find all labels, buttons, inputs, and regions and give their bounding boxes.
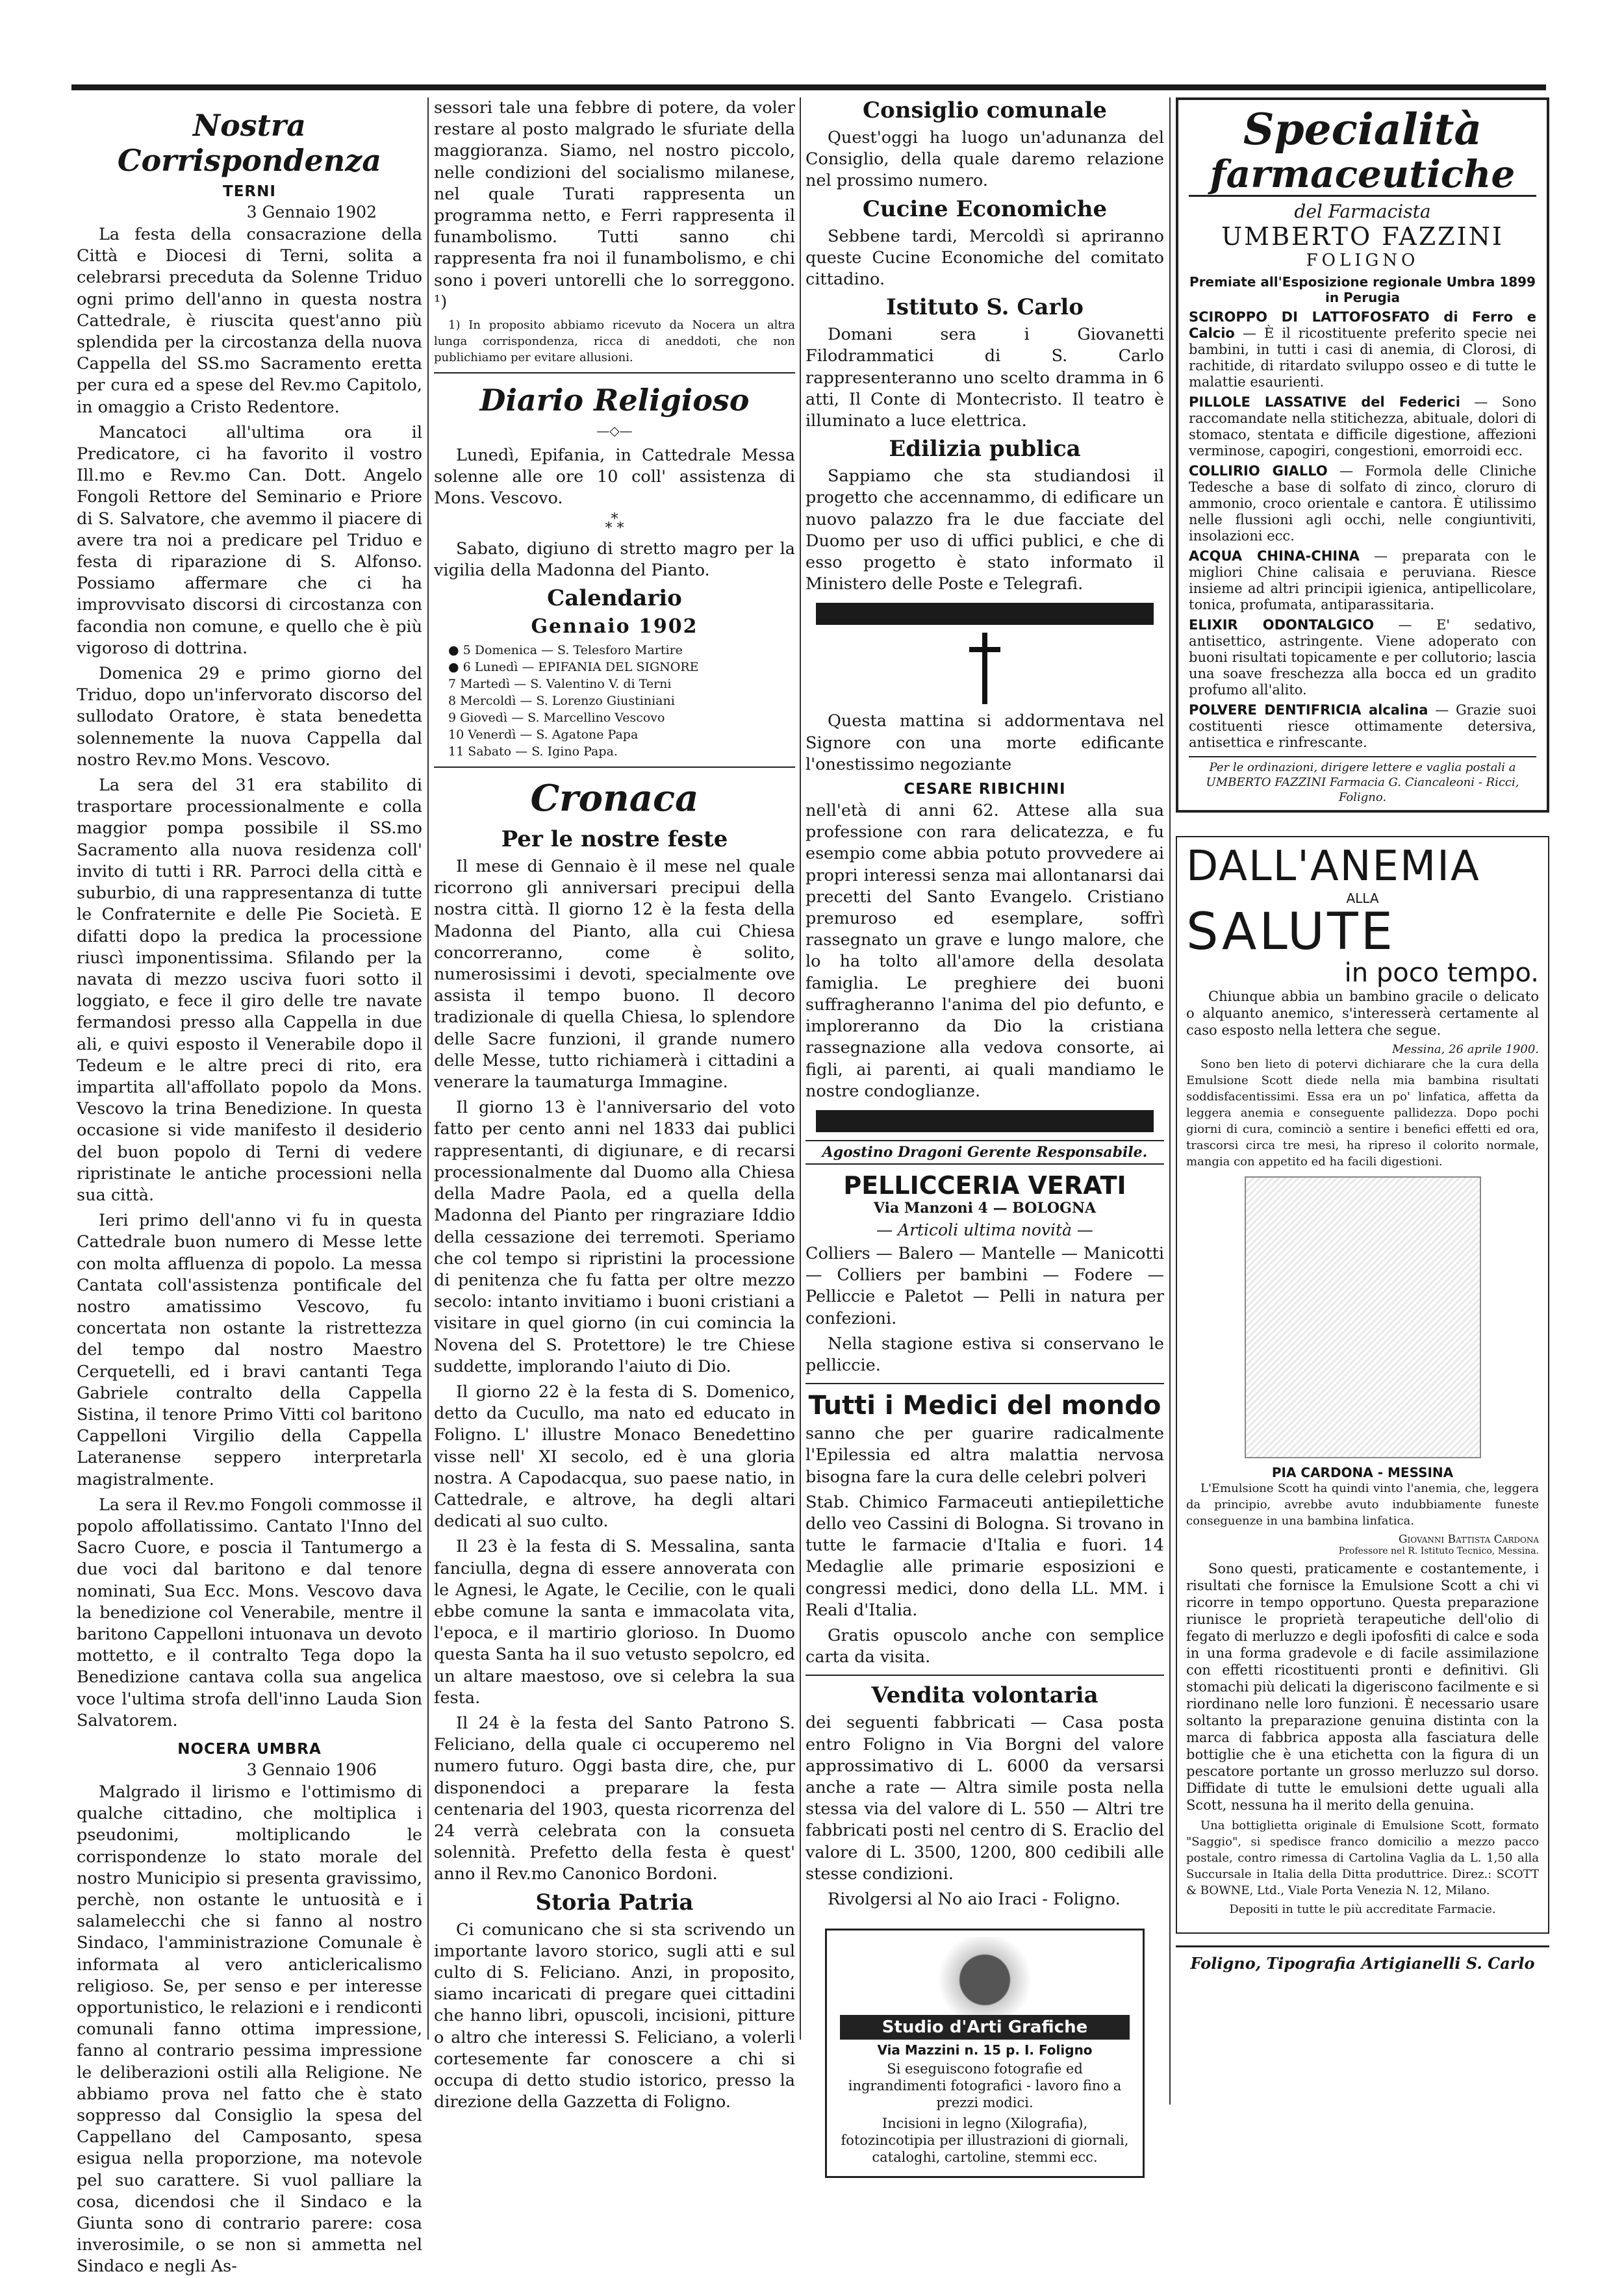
letter-date: Messina, 26 aprile 1900. — [1392, 1043, 1539, 1056]
top-rule — [71, 84, 1546, 90]
gerente-line: Agostino Dragoni Gerente Responsabile. — [806, 1140, 1164, 1165]
item-text: — E' sedativo, antisettico, astringente. Viene adoperato con buoni risultati topicamente e per collutorio; lascia una soave freschezza alla bocca ed un gradito profumo all'alito. — [1189, 617, 1536, 698]
paragraph: Ci comunicano che si sta scrivendo un importante lavoro storico, sugli atti e sul culto di S. Feliciano. Anzi, in proposito, siamo incaricati di pregare quei cittadini che hanno libri, opuscoli, incisioni, pitture o altro che interessi S. Feliciano, a volerli cortesemente far conoscere a chi si occupa di detto studio istorico, presso la direzione della Gazzetta di Foligno. — [434, 1919, 795, 2112]
pharma-footer: Per le ordinazioni, dirigere lettere e vaglia postali a UMBERTO FAZZINI Farmacia G. Ciancaleoni - Ricci, Foligno. — [1189, 756, 1536, 805]
consiglio-title: Consiglio comunale — [862, 97, 1107, 123]
calendar-row: 8 Mercoldì — S. Lorenzo Giustiniani — [448, 694, 675, 709]
paragraph: Domani sera i Giovanetti Filodrammatici di S. Carlo rappresenteranno uno scelto dramma in 6 atti, Il Conte di Montecristo. Il teatro è illuminato a luce elettrica. — [806, 325, 1164, 431]
paragraph: Sebbene tardi, Mercoldì si apriranno queste Cucine Economiche del comitato cittadino. — [806, 226, 1164, 290]
paragraph: Malgrado il lirismo e l'ottimismo di qualche cittadino, che moltiplica i pseudonimi, moltiplicando le corrispondenze lo stato morale del nostro Municipio si presenta gravissimo, perchè, non ostante le untuosità e i salamelecchi che si fanno al nostro Sindaco, l'amministrazione Comunale è informata al vero anticlericalismo religioso. Se, per senso e per interesse opportunistico, le relazioni e i rendiconti comunali fanno ottima impressione, fanno al contrario pessima impressione le deliberazioni ostili alla Religione. Ne abbiamo prova nel fatto che è stato soppresso dal Consiglio la spesa del Cappellano del Camposanto, spesa esigua nella proporzione, ma notevole pel suo carattere. Si vuol palliare la cosa, dicendosi che il Sindaco e la Giunta sono di contrario parere: cosa inverosimile, o se non si ammetta nel Sindaco e negli As- — [77, 1782, 422, 2277]
printer-line: Foligno, Tipografia Artigianelli S. Carlo — [1176, 1945, 1549, 1973]
medici-title: Tutti i Medici del mondo — [808, 1391, 1161, 1421]
pharma-ad — [1176, 97, 1549, 813]
paragraph: Il mese di Gennaio è il mese nel quale ricorrono gli anniversari precipui della nostra città. Il giorno 12 è la festa della Madonna del Pianto, alla cui Chiesa concorreranno, come è solito, numerosissimi i devoti, specialmente ove assista il tempo buono. Il decoro tradizionale di quella Chiesa, lo splendore delle Sacre funzioni, il grande numero delle Messe, tutto richiamerà i cittadini a venerare la taumaturga Immagine. — [434, 857, 795, 1093]
pharma-item — [1189, 309, 1536, 390]
paragraph: La sera del 31 era stabilito di trasportare processionalmente e colla maggior pompa possibile il SS.mo Sacramento alla nuova residenza coll' invito di tutti i RR. Parroci della città e suburbio, di una rappresentanza di tutte le Confraternite e delle Pie Società. E difatti dopo la predica la processione riuscì imponentissima. Sfilando per la navata di mezzo usciva fuori sotto il loggiato, e fece il giro delle tre navate fermandosi presso alla Cappella in due ali, e quivi esposto il Venerabile dopo il Tedeum e le altre preci di rito, era impartita all'affollato popolo da Mons. Vescovo la trina Benedizione. In questa occasione si vide manifesto il desiderio del buon popolo di Terni di vedere ripristinate le antiche processioni nella sua città. — [77, 776, 422, 1205]
signature: Giovanni Battista Cardona — [1398, 1533, 1539, 1546]
portrait-caption: PIA CARDONA - MESSINA — [1271, 1465, 1454, 1480]
column-4 — [1176, 97, 1549, 2105]
paragraph: Il 24 è la festa del Santo Patrono S. Feliciano, della quale ci occuperemo nel numero futuro. Oggi basta dire, che, pur disponendoci a preparare la festa centenaria del 1903, questa ricorrenza del 24 verrà celebrata con la consueta solennità. Prefetto della festa è quest' anno il Rev.mo Canonico Bordoni. — [434, 1713, 795, 1884]
column-2 — [434, 97, 795, 2112]
studio-address: Via Mazzini n. 15 p. I. Foligno — [877, 2042, 1093, 2058]
column-3 — [806, 97, 1164, 2166]
column-rule — [800, 97, 801, 2040]
item-name: PILLOLE LASSATIVE del Federici — [1189, 394, 1460, 410]
calendar-row: ● 6 Lunedì — EPIFANIA DEL SIGNORE — [448, 660, 699, 675]
paragraph: Il giorno 13 è l'anniversario del voto fatto per cento anni nel 1833 dai publici rappresentanti, di digiunare, e di recarsi processionalmente dal Duomo alla Chiesa della Madre Paola, ed a quella della Madonna del Pianto per ringraziare Iddio della cessazione dei terremoti. Speriamo che col tempo si ripristini la processione di penitenza che fu fatta per oltre mezzo secolo: intanto invitiamo i buoni cristiani a visitare in quel giorno (in cui comincia la Novena del S. Protettore) le tre Chiese suddette, implorando l'aiuto di Dio. — [434, 1098, 795, 1376]
pharma-item — [1189, 463, 1536, 544]
paragraph: Il 23 è la festa di S. Messalina, santa fanciulla, degna di essere annoverata con le Agnesi, le Agate, le Cecilie, con le quali ebbe comune la santa e immacolata vita, l'epoca, e il martirio glorioso. In Duomo questa Santa ha il suo vetusto sepolcro, ed un altare maestoso, ove si celebra la sua festa. — [434, 1537, 795, 1708]
verati-title: PELLICCERIA VERATI — [843, 1171, 1126, 1200]
item-text: — Formola delle Cliniche Tedesche a base di solfato di zinco, cloruro di ammonio, croco orientale e cantora. È utilissimo nelle flussioni agli occhi, nelle congiuntiviti, insolazioni ecc. — [1189, 463, 1536, 544]
pharma-item — [1189, 394, 1536, 459]
item-text: — Sono raccomandate nella stitichezza, abituale, dolori di stomaco, stentata e difficile digestione, affezioni verminose, capogiri, congestioni, emorroidi ecc. — [1189, 394, 1536, 459]
divider — [806, 1383, 1164, 1384]
paragraph: nell'età di anni 62. Attese alla sua professione con rara delicatezza, e fu esempio come abbia potuto provvedere ai propri interessi senza mai allontanarsi dai precetti del Santo Evangelo. Cristiano premuroso ed esemplare, soffrì rassegnato un grave e lungo malore, che lo ha tolto all'amore della desolata famiglia. Le preghiere dei buoni suffragheranno l'anima del pio defunto, e imploreranno da Dio la cristiana rassegnazione alla vedova consorte, ai figli, ai parenti, ai quali mandiamo le nostre condoglianze. — [806, 801, 1164, 1101]
child-portrait-image — [1245, 1176, 1481, 1458]
paragraph: Sono questi, praticamente e costantemente, i risultati che fornisce la Emulsione Scott a chi vi ricorre in tempo opportuno. Questa preparazione riunisce le proprietà terapeutiche dell'olio di fegato di merluzzo e degli ipofosfiti di calce e soda in una forma gradevole e di facile assimilazione con effetti ricostituenti pronti e definitivi. Gli stomachi più delicati la digeriscono facilmente e si riordinano nelle loro funzioni. È necessario usare soltanto la preparazione genuina distinta con la marca di fabbrica apposta alla fasciatura delle bottiglie che è una etichetta con la figura di un pescatore portante un grosso merluzzo sul dorso. Diffidate di tutte le emulsioni dette uguali alla Scott, nessuna ha il merito della genuina. — [1186, 1561, 1539, 1813]
terni-heading: TERNI — [223, 183, 276, 200]
pharma-title-1: Specialità — [1243, 104, 1482, 155]
column-rule — [1169, 97, 1171, 2105]
paragraph: Ieri primo dell'anno vi fu in questa Cattedrale buon numero di Messe lette con molta affluenza di popolo. La messa Cantata coll'assistenza pontificale del nostro amatissimo Vescovo, fu concertata non ostante la ristrettezza del tempo dal nostro Maestro Cerquetelli, ed i bravi cantanti Tega Gabriele contralto della Cappella Sistina, il tenore Primo Vitti col baritono Cappelloni Virgilio della Cappella Lateranense seppero interpretarla magistralmente. — [77, 1211, 422, 1489]
cross-icon — [806, 633, 1164, 711]
paragraph: La festa della consacrazione della Città e Diocesi di Terni, solita a celebrarsi preceduta da Solenne Triduo ogni primo dell'anno in questa nostra Cattedrale, è riuscita quest'anno più splendida per la circostanza della nuova Cappella del SS.mo Sacramento eretta per cura ed a spese del Rev.mo Capitolo, in omaggio a Cristo Redentore. — [77, 225, 422, 417]
paragraph: Si eseguiscono fotografie ed ingrandimenti fotografici - lavoro fino a prezzi modici. — [848, 2061, 1122, 2111]
paragraph: La sera il Rev.mo Fongoli commosse il popolo affollatissimo. Cantato l'Inno del Sacro Cuore, e poscia il Tantumergo a due voci dal baritono e dal tenore nominati, Sua Ecc. Mons. Vescovo dava la benedizione col Venerabile, mentre il baritono Cappelloni intuonava un devoto mottetto, e il contralto Tega dopo la Benedizione cantava colla sua angelica voce l'ultima strofa dell'inno Lauda Sion Salvatorem. — [77, 1495, 422, 1730]
paragraph: Mancatoci all'ultima ora il Predicatore, ci ha favorito il vostro Ill.mo e Rev.mo Can. Dott. Angelo Fongoli Rettore del Seminario e Priore di S. Salvatore, che avemmo il piacere di avere tra noi a predicare pel Triduo e festa di riparazione di S. Alfonso. Possiamo affermare che ci ha improvvisato discorsi di circostanza con facondia non comune, e quello che è più vigoroso di dottrina. — [77, 422, 422, 658]
mourning-bar — [816, 603, 1154, 625]
divider — [806, 1675, 1164, 1676]
pharma-name: UMBERTO FAZZINI — [1221, 222, 1504, 251]
asterism: * * * — [605, 511, 624, 537]
paragraph: Questa mattina si addormentava nel Signore con una morte edificante l'onestissimo negoziante — [806, 711, 1164, 774]
cucine-title: Cucine Economiche — [862, 196, 1108, 222]
anemia-ad — [1176, 836, 1549, 1934]
pharma-title-2: farmaceutiche — [1189, 153, 1536, 197]
paragraph: Sappiamo che sta studiandosi il progetto che accennammo, di edificare un nuovo palazzo fra le due facciate del Duomo per uso di uffici publici, e che di esso progetto è stato informato il Ministero delle Poste e Telegrafi. — [806, 466, 1164, 594]
item-name: SCIROPPO DI LATTOFOSFATO di Ferro e Calcio — [1189, 309, 1536, 341]
divider — [434, 766, 795, 768]
item-text: — È il ricostituente preferito specie nei bambini, in tutti i casi di anemia, di Clorosi, di rachitide, di ritardato sviluppo osseo e di tutte le malattie esaurienti. — [1189, 325, 1536, 390]
item-name: ACQUA CHINA-CHINA — [1189, 548, 1360, 564]
paragraph: Chiunque abbia un bambino gracile o delicato o alquanto anemico, s'interesserà certamente al caso esposto nella lettera che segue. — [1186, 989, 1539, 1038]
nocera-date: 3 Gennaio 1906 — [246, 1760, 377, 1780]
paragraph: Una bottiglietta originale di Emulsione Scott, formato "Saggio", si spedisce franco domicilio a mezzo pacco postale, contro rimessa di Cartolina Vaglia da L. 1,50 alla Succursale in Italia della Ditta produttrice. Direz.: SCOTT & BOWNE, Ltd., Viale Porta Venezia N. 12, Milano. — [1186, 1819, 1539, 1897]
paragraph: Lunedì, Epifania, in Cattedrale Messa solenne alle ore 10 coll' assistenza di Mons. Vescovo. — [434, 446, 795, 509]
calendar-row: 10 Venerdì — S. Agatone Papa — [448, 728, 639, 742]
item-name: COLLIRIO GIALLO — [1189, 463, 1328, 479]
pharma-prize: Premiate all'Esposizione regionale Umbra 1899 in Perugia — [1189, 274, 1536, 305]
anemia-headline-2: SALUTE — [1186, 903, 1395, 961]
pharma-item — [1189, 617, 1536, 698]
column-1 — [77, 97, 422, 2277]
deceased-name: CESARE RIBICHINI — [904, 781, 1066, 798]
studio-title: Studio d'Arti Grafiche — [840, 2015, 1130, 2040]
pharma-subtitle: del Farmacista — [1294, 201, 1431, 222]
diario-title: Diario Religioso — [479, 383, 750, 418]
feste-title: Per le nostre feste — [501, 826, 728, 853]
anemia-headline-3: in poco tempo. — [1344, 958, 1539, 988]
edilizia-title: Edilizia publica — [889, 436, 1081, 462]
paragraph: Gratis opuscolo anche con semplice carta da visita. — [806, 1625, 1164, 1667]
studio-ad — [825, 1929, 1145, 2178]
cronaca-title: Cronaca — [530, 777, 699, 820]
item-text: — preparata con le migliori Chine calisaia e peruviana. Riesce insieme ad altri principii igienica, antipellicolare, tonica, profumata, antiparassitaria. — [1189, 548, 1536, 613]
pharma-city: FOLIGNO — [1306, 251, 1419, 270]
paragraph: Colliers — Balero — Mantelle — Manicotti — Colliers per bambini — Fodere — Pelliccie e Paletot — Pelli in natura per confezioni. — [806, 1243, 1164, 1328]
verati-address: Via Manzoni 4 — BOLOGNA — [873, 1199, 1097, 1217]
anemia-headline-1: DALL'ANEMIA — [1186, 842, 1480, 891]
calendar-row: 7 Martedì — S. Valentino V. di Terni — [448, 677, 672, 692]
divider — [434, 372, 795, 373]
ornament-icon: —◇— — [596, 423, 633, 439]
paragraph: Quest'oggi ha luogo un'adunanza del Consiglio, della quale daremo relazione nel prossimo numero. — [806, 128, 1164, 191]
calendar-row: ● 5 Domenica — S. Telesforo Martire — [448, 643, 683, 658]
vendita-title: Vendita volontaria — [871, 1682, 1098, 1709]
paragraph: L'Emulsione Scott ha quindi vinto l'anemia, che, leggera da principio, avrebbe avuto indubbiamente funeste conseguenze in una bambina linfatica. — [1186, 1482, 1539, 1528]
item-text: — Grazie suoi costituenti riesce ottimamente detersiva, antisettica e rinfrescante. — [1189, 702, 1536, 750]
footnote: 1) In proposito abbiamo ricevuto da Nocera un altra lunga corrispondenza, ricca di aneddoti, che non publichiamo per evitare allusioni. — [434, 318, 795, 365]
paragraph: Nella stagione estiva si conservano le pelliccie. — [806, 1334, 1164, 1375]
depositi-line: Depositi in tutte le più accreditate Farmacie. — [1229, 1903, 1496, 1916]
column-rule — [427, 97, 429, 2040]
item-name: POLVERE DENTIFRICIA alcalina — [1189, 702, 1428, 718]
paragraph: Stab. Chimico Farmaceuti antiepilettiche dello veo Cassini di Bologna. Si trovano in tutte le farmacie d'Italia e fuori. 14 Medaglie alle primarie esposizioni e congressi medici, dono della LL. MM. i Reali d'Italia. — [806, 1492, 1164, 1620]
nocera-heading: NOCERA UMBRA — [177, 1741, 322, 1758]
jester-icon — [840, 1937, 1130, 2015]
verati-sub: — Articoli ultima novità — — [876, 1220, 1093, 1239]
paragraph: Rivolgersi al No aio Iraci - Foligno. — [828, 1889, 1121, 1909]
paragraph: Sono ben lieto di potervi dichiarare che la cura della Emulsione Scott diede nella mia bambina risultati soddisfacentissimi. Essa era un po' linfatica, affetta da leggera anemia e conseguente pallidezza. Dopo pochi giorni di cura, cominciò a sentire i benefici effetti ed ora, trascorsi circa tre mesi, ha ripreso il colorito normale, mangia con appetito ed ha facili digestioni. — [1186, 1057, 1539, 1169]
calendar-row: 11 Sabato — S. Igino Papa. — [448, 744, 618, 759]
pharma-item — [1189, 702, 1536, 751]
calendario-month: Gennaio 1902 — [531, 615, 698, 639]
calendar-row: 9 Giovedì — S. Marcellino Vescovo — [448, 711, 665, 726]
item-name: ELIXIR ODONTALGICO — [1189, 617, 1375, 633]
calendar-list — [448, 642, 795, 760]
paragraph: sanno che per guarire radicalmente l'Epilessia ed altra malattia nervosa bisogna fare la cura delle celebri polveri — [806, 1424, 1164, 1487]
pharma-item — [1189, 548, 1536, 613]
masthead-corrispondenza: Nostra Corrispondenza — [117, 108, 382, 178]
calendario-title: Calendario — [547, 585, 682, 612]
paragraph: Domenica 29 e primo giorno del Triduo, dopo un'infervorato discorso del sullodato Oratore, è stata benedetta solennemente la nuova Cappella dal nostro Rev.mo Mons. Vescovo. — [77, 664, 422, 770]
istituto-title: Istituto S. Carlo — [886, 294, 1084, 321]
storia-title: Storia Patria — [535, 1889, 694, 1916]
paragraph: sessori tale una febbre di potere, da voler restare al posto malgrado le sfuriate della maggioranza. Siamo, nel nostro piccolo, nelle condizioni del socialismo milanese, nel quale Turati rappresenta un programma netto, e Ferri rappresenta il funambolismo. Tutti sanno chi rappresenta fra noi il funambolismo, e chi sono i poveri untorelli che lo sorreggono. ¹) — [434, 98, 795, 312]
terni-date: 3 Gennaio 1902 — [246, 203, 377, 221]
paragraph: Sabato, digiuno di stretto magro per la vigilia della Madonna del Pianto. — [434, 538, 795, 580]
anemia-alla: ALLA — [1346, 891, 1379, 906]
paragraph: Incisioni in legno (Xilografia), fotozincotipia per illustrazioni di giornali, cataloghi, cartoline, stemmi ecc. — [841, 2116, 1129, 2166]
mourning-bar — [816, 1110, 1154, 1132]
paragraph: Il giorno 22 è la festa di S. Domenico, detto da Cucullo, ma nato ed educato in Foligno. L' illustre Monaco Benedettino visse nell' XI secolo, ed è una gloria nostra. A Capodacqua, suo paese natio, in Cattedrale, e altrove, ha degli altari dedicati al suo culto. — [434, 1382, 795, 1532]
paragraph: dei seguenti fabbricati — Casa posta entro Foligno in Via Borgni del valore approssimativo di L. 6000 da versarsi anche a rate — Altra simile posta nella stessa via del valore di L. 550 — Altri tre fabbricati posti nel centro di S. Eraclio del valore di L. 3500, 1200, 800 cedibili alle stesse condizioni. — [806, 1713, 1164, 1884]
signature-title: Professore nel R. Istituto Tecnico, Messina. — [1338, 1546, 1539, 1556]
